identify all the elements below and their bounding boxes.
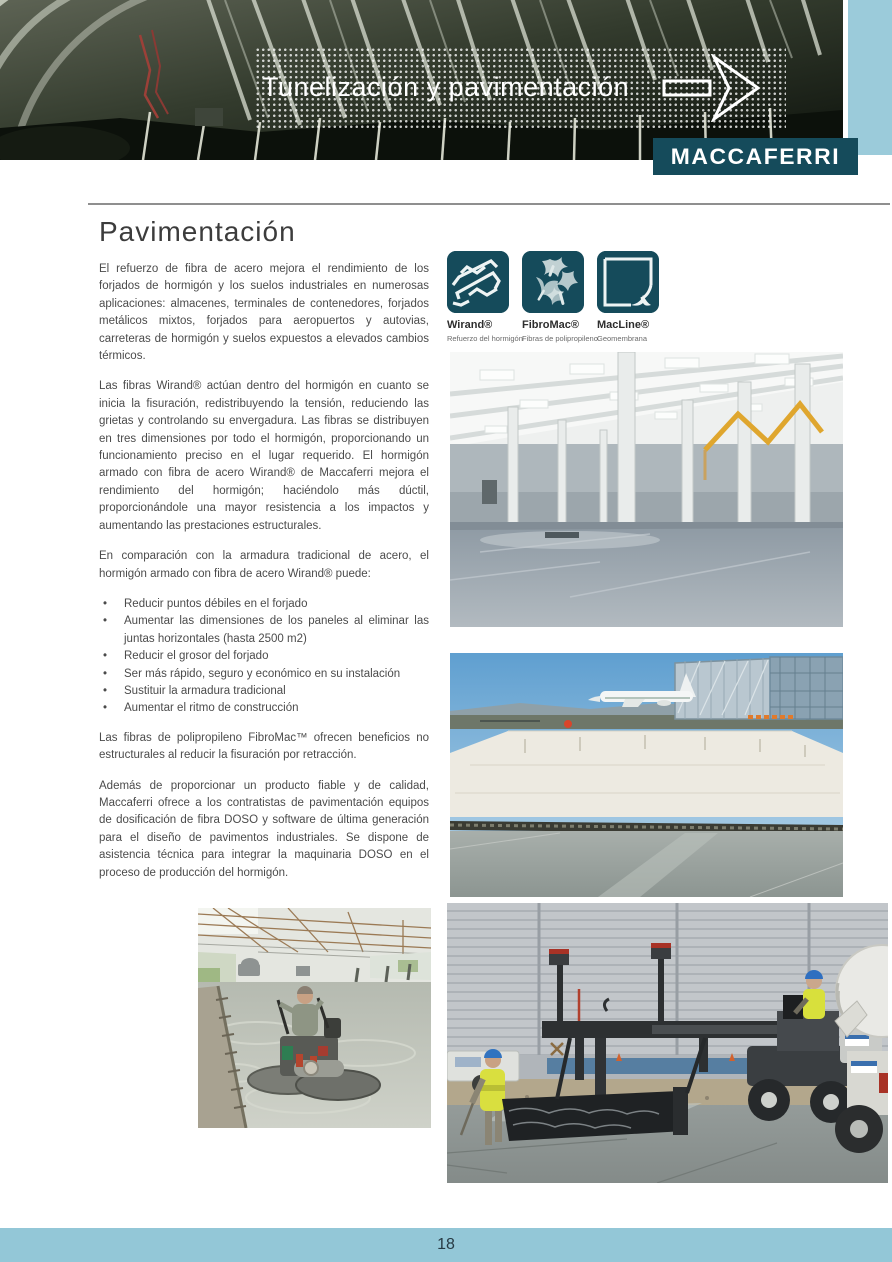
page-title: Pavimentación <box>99 216 296 247</box>
benefit-item: • Reducir puntos débiles en el forjado <box>99 596 429 613</box>
benefit-item: • Aumentar el ritmo de construcción <box>99 700 429 717</box>
product-fibromac <box>522 251 597 343</box>
arrow-icon <box>662 54 764 122</box>
maccaferri-logo-text: MACCAFERRI <box>670 143 841 169</box>
product-subtitle: Fibras de polipropileno <box>522 334 598 343</box>
polypropylene-fiber-icon <box>522 251 584 313</box>
product-subtitle: Geomembrana <box>597 334 648 343</box>
photo-power-trowel <box>198 908 431 1128</box>
benefit-item: • Sustituir la armadura tradicional <box>99 683 429 700</box>
body-paragraph: Las fibras de polipropileno FibroMac™ ofrecen beneficios no estructurales al reducir la fisuración por retracción. <box>99 731 429 762</box>
product-name: Wirand® <box>447 319 493 331</box>
page-number: 18 <box>437 1236 455 1253</box>
product-subtitle: Refuerzo del hormigón <box>447 334 523 343</box>
maccaferri-logo <box>653 138 858 175</box>
text-column <box>99 216 429 895</box>
benefit-item: • Reducir el grosor del forjado <box>99 648 429 665</box>
product-macline <box>597 251 672 343</box>
product-wirand <box>447 251 522 343</box>
body-paragraph: En comparación con la armadura tradicional de acero, el hormigón armado con fibra de acero Wirand® puede: <box>99 550 429 580</box>
section-banner <box>255 47 786 128</box>
product-icons <box>447 251 672 343</box>
photo-industrial-floor <box>450 352 843 627</box>
banner-title: Tunelización y pavimentación <box>262 72 630 102</box>
corner-accent-strip <box>848 0 892 155</box>
product-name: MacLine® <box>597 319 650 331</box>
photo-airport-pavement <box>450 653 843 897</box>
product-name: FibroMac® <box>522 319 579 331</box>
body-paragraph: Además de proporcionar un producto fiable y de calidad, Maccaferri ofrece a los contratistas de pavimentación equipos de dosificación de fibra DOSO y software de última generación para el diseño de pavimentos industriales. Se dispone de asistencia técnica para integrar la maquinaria DOSO en el proceso de producción del hormigón. <box>99 779 429 879</box>
benefit-item: • Aumentar las dimensiones de los paneles al eliminar las juntas horizontales (hasta 2500 m2) <box>99 613 429 648</box>
body-paragraph: El refuerzo de fibra de acero mejora el rendimiento de los forjados de hormigón y los suelos industriales en numerosas aplicaciones: almacenes, terminales de contenedores, forjados metálicos mixtos, forjados para aeropuertos y autovias, carreteras de hormigón y suelos expuestos a elevados cambios térmicos. <box>99 263 429 363</box>
benefits-list <box>99 596 429 718</box>
header-divider <box>88 203 890 205</box>
photo-laser-screed <box>447 903 888 1183</box>
geomembrane-icon <box>597 251 659 313</box>
steel-fiber-icon <box>447 251 509 313</box>
page-footer <box>0 1228 892 1262</box>
benefit-item: • Ser más rápido, seguro y económico en su instalación <box>99 666 429 683</box>
body-paragraph: Las fibras Wirand® actúan dentro del hormigón en cuanto se inicia la fisuración, redistribuyendo la tensión, reduciendo las grietas y controlando su envergadura. Las fibras se distribuyen en tres dimensiones por todo el hormigón, proporcionando un funcionamiento preciso en el lugar requerido. El hormigón armado con fibra de acero Wirand® de Maccaferri mejora el rendimiento del hormigón; haciéndolo más dúctil, proporcionándole una mayor resistencia a los impactos y aumentando las prestaciones estructurales. <box>99 380 429 532</box>
